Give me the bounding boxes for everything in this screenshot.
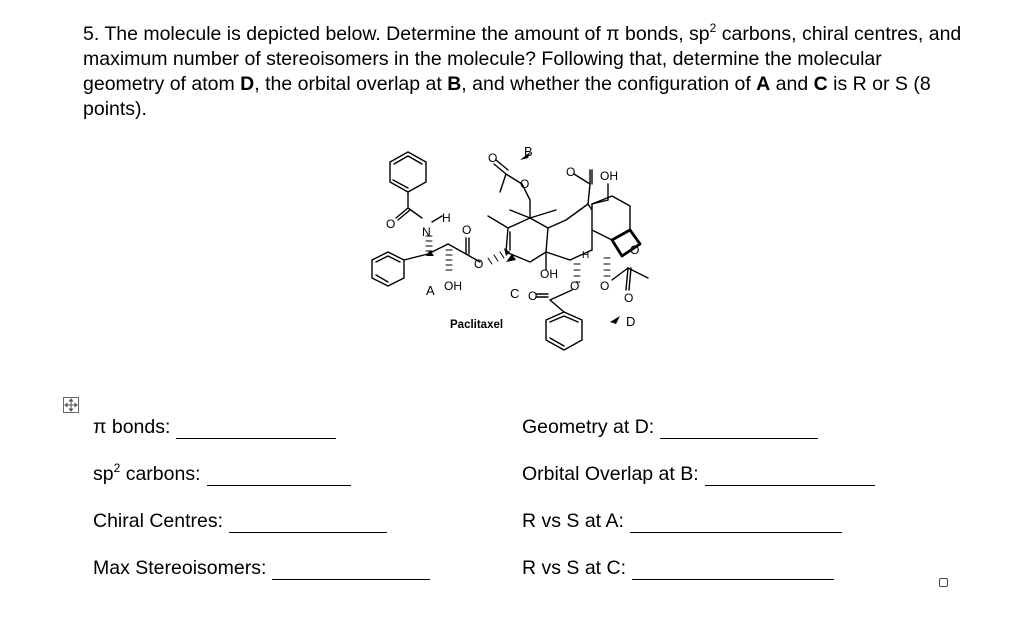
label-o11: O xyxy=(624,291,634,305)
resize-handle-icon[interactable] xyxy=(939,578,948,587)
rs-c-answer-line[interactable] xyxy=(632,562,834,580)
pi-bonds-label: π bonds: xyxy=(93,416,171,438)
label-o8: O xyxy=(570,279,580,293)
question-text xyxy=(83,22,963,122)
question-part-5: and xyxy=(770,73,814,95)
label-h-n: H xyxy=(442,211,451,225)
label-a: A xyxy=(426,283,435,298)
atom-label-d: D xyxy=(240,73,255,95)
rs-c-field xyxy=(522,556,834,580)
molecule-name: Paclitaxel xyxy=(450,319,504,331)
atom-label-b: B xyxy=(447,73,462,95)
label-b: B xyxy=(524,144,533,159)
label-o4: O xyxy=(386,217,396,231)
label-o1: O xyxy=(488,151,498,165)
label-o2: O xyxy=(520,177,530,191)
max-stereoisomers-label: Max Stereoisomers: xyxy=(93,557,267,579)
label-o7: O xyxy=(630,243,640,257)
chiral-centres-answer-line[interactable] xyxy=(229,515,387,533)
label-o3: O xyxy=(566,165,576,179)
label-d: D xyxy=(626,314,636,329)
atom-label-a: A xyxy=(756,73,771,95)
orbital-overlap-b-answer-line[interactable] xyxy=(705,468,875,486)
superscript-2: 2 xyxy=(709,20,717,35)
pi-bonds-answer-line[interactable] xyxy=(176,421,336,439)
sp2-carbons-label: $sp^2$ carbons: xyxy=(93,460,201,485)
label-o5: O xyxy=(462,223,472,237)
chiral-centres-field xyxy=(93,509,387,533)
label-o6: O xyxy=(474,257,484,271)
question-part-1: 5. The molecule is depicted below. Determine the amount of π bonds, sp xyxy=(83,23,710,45)
paclitaxel-structure xyxy=(360,140,660,365)
move-handle-icon[interactable] xyxy=(63,397,79,413)
question-part-2: carbons, chiral centres, and maximum number of stereoisomers in the molecule? Following that, determine the molecular geometry of atom xyxy=(83,23,962,95)
rs-c-label: R vs S at C: xyxy=(522,557,627,579)
label-oh-mid: OH xyxy=(540,267,558,281)
label-n: N xyxy=(422,225,431,239)
question-part-4: , and whether the configuration of xyxy=(461,73,757,95)
pi-bonds-field xyxy=(93,415,336,439)
max-stereoisomers-field xyxy=(93,556,430,580)
max-stereoisomers-answer-line[interactable] xyxy=(272,562,430,580)
label-oh-side: OH xyxy=(444,279,462,293)
atom-label-c: C xyxy=(813,73,828,95)
sp2-carbons-answer-line[interactable] xyxy=(207,468,351,486)
rs-a-answer-line[interactable] xyxy=(630,515,842,533)
rs-a-label: R vs S at A: xyxy=(522,510,624,532)
sp2-carbons-field xyxy=(93,462,351,486)
chiral-centres-label: Chiral Centres: xyxy=(93,510,224,532)
geometry-d-answer-line[interactable] xyxy=(660,421,818,439)
label-oh-top: OH xyxy=(600,169,618,183)
question-part-6: is R or S (8 points). xyxy=(83,73,931,120)
question-part-3: , the orbital overlap at xyxy=(254,73,448,95)
geometry-d-label: Geometry at D: xyxy=(522,416,655,438)
geometry-d-field xyxy=(522,415,818,439)
label-o9: O xyxy=(600,279,610,293)
label-o10: O xyxy=(528,289,538,303)
orbital-overlap-b-field xyxy=(522,462,875,486)
label-c: C xyxy=(510,286,520,301)
rs-a-field xyxy=(522,509,842,533)
orbital-overlap-b-label: Orbital Overlap at B: xyxy=(522,463,699,485)
label-h-ring: H xyxy=(582,250,590,261)
